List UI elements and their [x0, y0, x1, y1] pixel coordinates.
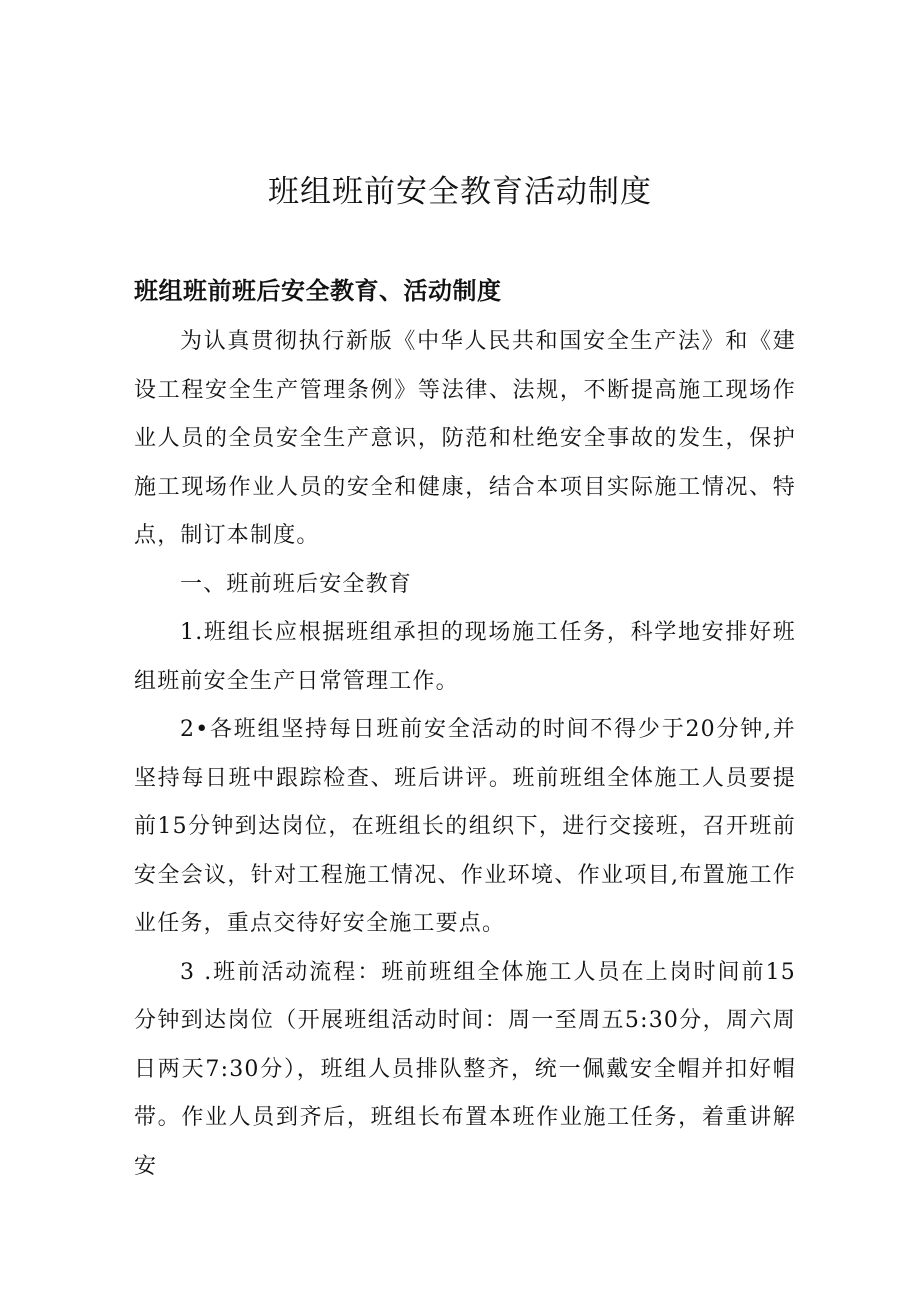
- document-body: [134, 318, 796, 1191]
- list-item-2: 2•各班组坚持每日班前安全活动的时间不得少于20分钟,并坚持每日班中跟踪检查、班后讲评。班前班组全体施工人员要提前15分钟到达岗位，在班组长的组织下，进行交接班，召开班前安全会议，针对工程施工情况、作业环境、作业项目,布置施工作业任务，重点交待好安全施工要点。: [134, 717, 796, 936]
- intro-paragraph: 为认真贯彻执行新版《中华人民共和国安全生产法》和《建设工程安全生产管理条例》等法律、法规，不断提高施工现场作业人员的全员安全生产意识，防范和杜绝安全事故的发生，保护施工现场作业人员的安全和健康，结合本项目实际施工情况、特点，制订本制度。: [134, 329, 796, 548]
- subheading-safety-education: 一、班前班后安全教育: [180, 571, 413, 597]
- list-item-3: 3 .班前活动流程：班前班组全体施工人员在上岗时间前15分钟到达岗位（开展班组活动时间：周一至周五5:30分，周六周日两天7:30分），班组人员排队整齐，统一佩戴安全帽并扣好帽带。作业人员到齐后，班组长布置本班作业施工任务，着重讲解安: [134, 959, 796, 1179]
- section-heading: 班组班前班后安全教育、活动制度: [134, 277, 502, 305]
- document-title: 班组班前安全教育活动制度: [268, 174, 652, 210]
- list-item-1: 1.班组长应根据班组承担的现场施工任务，科学地安排好班组班前安全生产日常管理工作。: [134, 620, 796, 694]
